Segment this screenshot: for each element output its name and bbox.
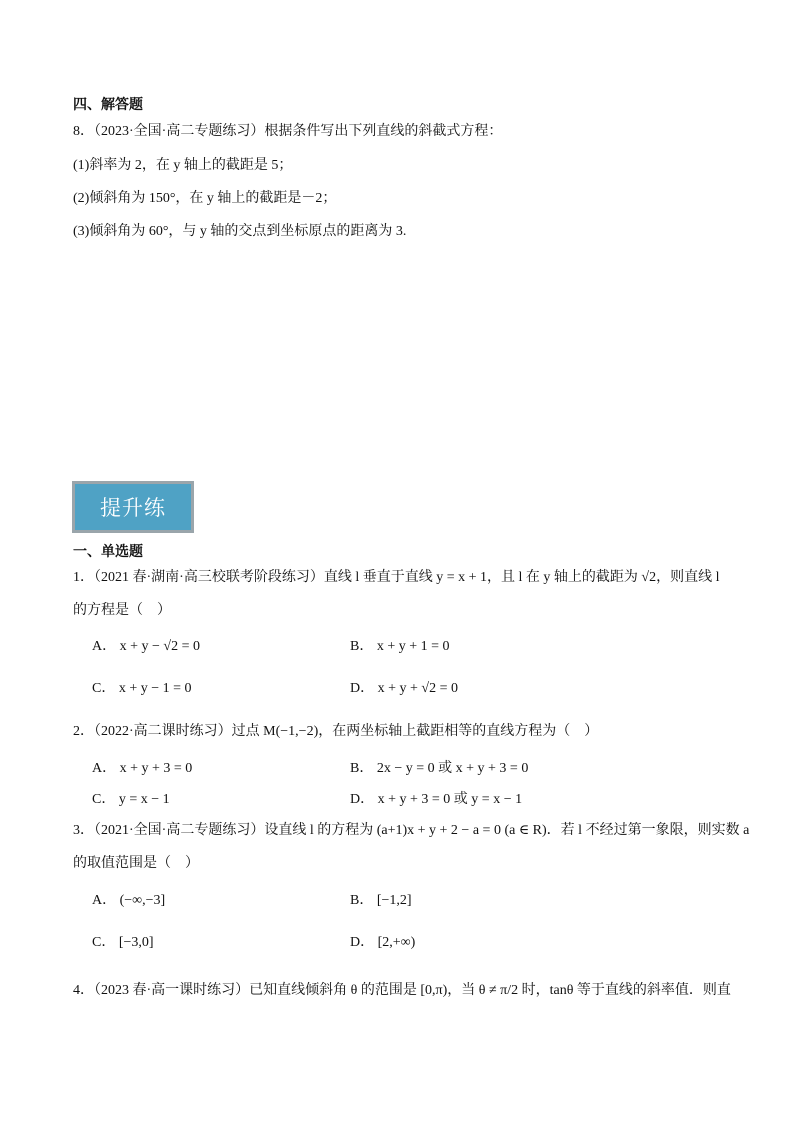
question-3-stem-line-1: 3．（2021·全国·高二专题练习）设直线 l 的方程为 (a+1)x + y + 2 − a = 0 (a ∈ R)．若 l 不经过第一象限，则实数 a — [73, 823, 750, 838]
question-2-option-d[interactable]: D． x + y + 3 = 0 或 y = x − 1 — [350, 792, 523, 807]
question-4-stem-line-1: 4．（2023 春·高一课时练习）已知直线倾斜角 θ 的范围是 [0,π)，当 θ ≠ π/2 时，tanθ 等于直线的斜率值．则直 — [73, 983, 731, 998]
question-3-stem-line-2: 的取值范围是（ ） — [73, 856, 199, 871]
practice-banner — [72, 481, 194, 533]
question-8-part-1: (1)斜率为 2，在 y 轴上的截距是 5； — [73, 158, 293, 173]
question-8-stem: 8．（2023·全国·高二专题练习）根据条件写出下列直线的斜截式方程： — [73, 124, 503, 139]
section-heading-answer: 四、解答题 — [73, 98, 143, 113]
question-3-option-b[interactable]: B． [−1,2] — [350, 893, 412, 908]
question-2-option-a[interactable]: A． x + y + 3 = 0 — [92, 761, 193, 776]
question-2-option-b[interactable]: B． 2x − y = 0 或 x + y + 3 = 0 — [350, 761, 529, 776]
question-8-part-2: (2)倾斜角为 150°，在 y 轴上的截距是－2； — [73, 191, 337, 206]
question-3-option-a[interactable]: A． (−∞,−3] — [92, 893, 166, 908]
question-2-option-c[interactable]: C． y = x − 1 — [92, 792, 170, 807]
question-1-option-c[interactable]: C． x + y − 1 = 0 — [92, 681, 192, 696]
question-1-option-d[interactable]: D． x + y + √2 = 0 — [350, 681, 458, 696]
section-heading-single-choice: 一、单选题 — [73, 545, 143, 560]
question-1-option-a[interactable]: A． x + y − √2 = 0 — [92, 639, 200, 654]
question-1-stem-line-1: 1．（2021 春·湖南·高三校联考阶段练习）直线 l 垂直于直线 y = x + 1，且 l 在 y 轴上的截距为 √2，则直线 l — [73, 570, 720, 585]
practice-banner-label: 提升练 — [100, 496, 166, 520]
question-1-option-b[interactable]: B． x + y + 1 = 0 — [350, 639, 450, 654]
question-3-option-c[interactable]: C． [−3,0] — [92, 935, 154, 950]
question-1-stem-line-2: 的方程是（ ） — [73, 603, 171, 618]
question-2-stem-line-1: 2．（2022·高二课时练习）过点 M(−1,−2)，在两坐标轴上截距相等的直线方程为（ ） — [73, 724, 599, 739]
question-8-part-3: (3)倾斜角为 60°，与 y 轴的交点到坐标原点的距离为 3. — [73, 224, 407, 239]
question-3-option-d[interactable]: D． [2,+∞) — [350, 935, 416, 950]
